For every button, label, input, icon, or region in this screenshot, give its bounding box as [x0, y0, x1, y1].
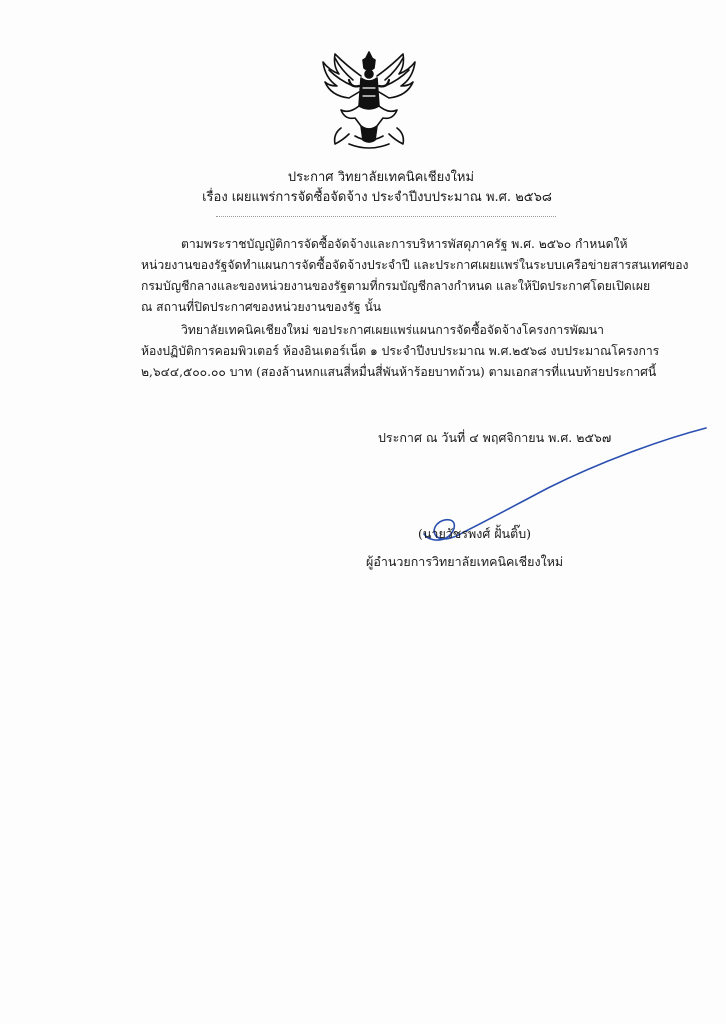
paragraph-line: ตามพระราชบัญญัติการจัดซื้อจัดจ้างและการบริหารพัสดุภาครัฐ พ.ศ. ๒๕๖๐ กำหนดให้ [181, 237, 628, 251]
body-paragraph-1 [141, 234, 689, 318]
paragraph-line: ห้องปฏิบัติการคอมพิวเตอร์ ห้องอินเตอร์เน็ต ๑ ประจำปีงบประมาณ พ.ศ.๒๕๖๘ งบประมาณโครงการ [141, 344, 660, 358]
paragraph-line: กรมบัญชีกลางและของหน่วยงานของรัฐตามที่กรมบัญชีกลางกำหนด และให้ปิดประกาศโดยเปิดเผย [141, 279, 651, 293]
garuda-emblem-icon [318, 48, 420, 152]
announcement-title: ประกาศ วิทยาลัยเทคนิคเชียงใหม่ [287, 170, 475, 185]
signer-name: (นายวัชรพงศ์ ฝั้นติ๊บ) [418, 526, 532, 541]
paragraph-line: ณ สถานที่ปิดประกาศของหน่วยงานของรัฐ นั้น [141, 300, 382, 314]
paragraph-line: วิทยาลัยเทคนิคเชียงใหม่ ขอประกาศเผยแพร่แผนการจัดซื้อจัดจ้างโครงการพัฒนา [181, 323, 604, 337]
paragraph-line: หน่วยงานของรัฐจัดทำแผนการจัดซื้อจัดจ้างประจำปี และประกาศเผยแพร่ในระบบเครือข่ายสารสนเทศของ [141, 258, 689, 272]
body-paragraph-2 [141, 320, 661, 383]
signer-position: ผู้อำนวยการวิทยาลัยเทคนิคเชียงใหม่ [366, 554, 564, 569]
announcement-subject: เรื่อง เผยแพร่การจัดซื้อจัดจ้าง ประจำปีงบประมาณ พ.ศ. ๒๕๖๘ [202, 190, 552, 205]
title-divider [216, 216, 556, 217]
paragraph-line: ๒,๖๔๔,๕๐๐.๐๐ บาท (สองล้านหกแสนสี่หมื่นสี่พันห้าร้อยบาทถ้วน) ตามเอกสารที่แนบท้ายประกาศนี้ [141, 365, 657, 379]
announcement-date: ประกาศ ณ วันที่ ๔ พฤศจิกายน พ.ศ. ๒๕๖๗ [378, 430, 612, 445]
